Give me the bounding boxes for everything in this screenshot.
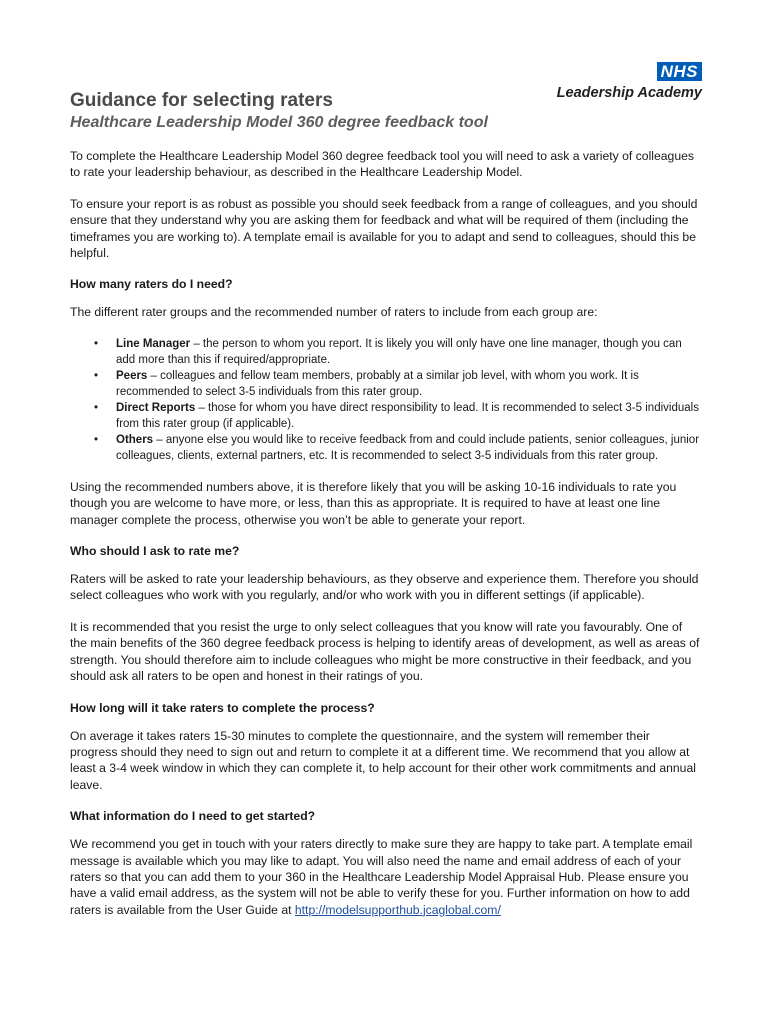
intro-paragraph-1: To complete the Healthcare Leadership Model 360 degree feedback tool you will need to ask a variety of colleagues to rate your leadership behaviour, as described in the Healthcare Leadership Model.: [70, 149, 694, 180]
page-title: Guidance for selecting raters: [70, 90, 333, 111]
how-many-lead: The different rater groups and the recommended number of raters to include from each group are:: [70, 305, 598, 320]
intro-paragraph-2: To ensure your report is as robust as possible you should seek feedback from a range of colleagues, and you should ensure that they understand why you are asking them for feedback and what will be required of them (including the timeframes you are working to). A template email is available for you to adapt and send to colleagues, should this be helpful.: [70, 196, 698, 261]
who-heading: Who should I ask to rate me?: [70, 544, 240, 559]
who-paragraph-1: Raters will be asked to rate your leadership behaviours, as they observe and experience them. Therefore you should select colleagues who work with you regularly, and/or who work with you in different settings (if applicable).: [70, 572, 699, 603]
info-paragraph: [70, 836, 700, 918]
rater-group-label: Others: [116, 433, 154, 446]
nhs-leadership-academy-logo: [482, 62, 702, 101]
who-paragraph-2: It is recommended that you resist the urge to only select colleagues that you know will rate you favourably. One of the main benefits of the 360 degree feedback process is helping to identify areas of development, as well as areas of strength. You should therefore aim to include colleagues who might be more constructive in their feedback, and you should ask all raters to be open and honest in their ratings of you.: [70, 619, 700, 684]
leadership-academy-wordmark: Leadership Academy: [556, 85, 702, 101]
model-support-hub-link[interactable]: http://modelsupporthub.jcaglobal.com/: [294, 902, 501, 917]
bullet-icon: •: [94, 369, 99, 382]
how-long-paragraph: On average it takes raters 15-30 minutes to complete the questionnaire, and the system will remember their progress should they need to sign out and return to complete it at a different time. We recommend that you allow at least a 3-4 week window in which they can complete it, to help account for their other work commitments and annual leave.: [70, 728, 696, 792]
list-item: [94, 368, 700, 400]
list-item: [94, 400, 700, 432]
info-heading: What information do I need to get started?: [70, 809, 316, 824]
rater-group-label: Direct Reports: [116, 401, 196, 414]
rater-group-description: – the person to whom you report. It is likely you will only have one line manager, though you can add more than this if required/appropriate.: [116, 337, 682, 366]
nhs-logo: NHS: [657, 62, 702, 81]
bullet-icon: •: [94, 433, 99, 446]
how-long-heading: How long will it take raters to complete the process?: [70, 700, 375, 715]
how-many-heading: How many raters do I need?: [70, 277, 233, 292]
rater-group-description: – those for whom you have direct responsibility to lead. It is recommended to select 3-5 individuals from this rater group (if applicable).: [116, 401, 699, 430]
document-body: [70, 148, 700, 933]
list-item: [94, 432, 700, 464]
bullet-icon: •: [94, 337, 99, 350]
rater-group-label: Line Manager: [116, 337, 191, 350]
rater-group-label: Peers: [116, 369, 148, 382]
info-text: We recommend you get in touch with your raters directly to make sure they are happy to take part. A template email message is available which you may like to adapt. You will also need the name and email address of each of your raters so that you can add them to your 360 in the Healthcare Leadership Model Appraisal Hub. Please ensure you have a valid email address, as the system will not be able to verify these for you. Further information on how to add raters is available from the User Guide at: [70, 837, 693, 917]
page-subtitle: Healthcare Leadership Model 360 degree feedback tool: [70, 114, 488, 131]
how-many-summary: Using the recommended numbers above, it is therefore likely that you will be asking 10-16 individuals to rate you though you are welcome to have more, or less, than this as appropriate. It is required to have at least one line manager complete the process, otherwise you won’t be able to generate your report.: [70, 479, 677, 527]
list-item: [94, 336, 700, 368]
rater-group-description: – anyone else you would like to receive feedback from and could include patients, senior colleagues, junior colleagues, clients, external partners, etc. It is recommended to select 3-5 individuals from this rater group.: [116, 433, 700, 462]
rater-group-description: – colleagues and fellow team members, probably at a similar job level, with whom you work. It is recommended to select 3-5 individuals from this rater group.: [116, 369, 639, 398]
bullet-icon: •: [94, 401, 99, 414]
rater-groups-list: [70, 336, 700, 464]
